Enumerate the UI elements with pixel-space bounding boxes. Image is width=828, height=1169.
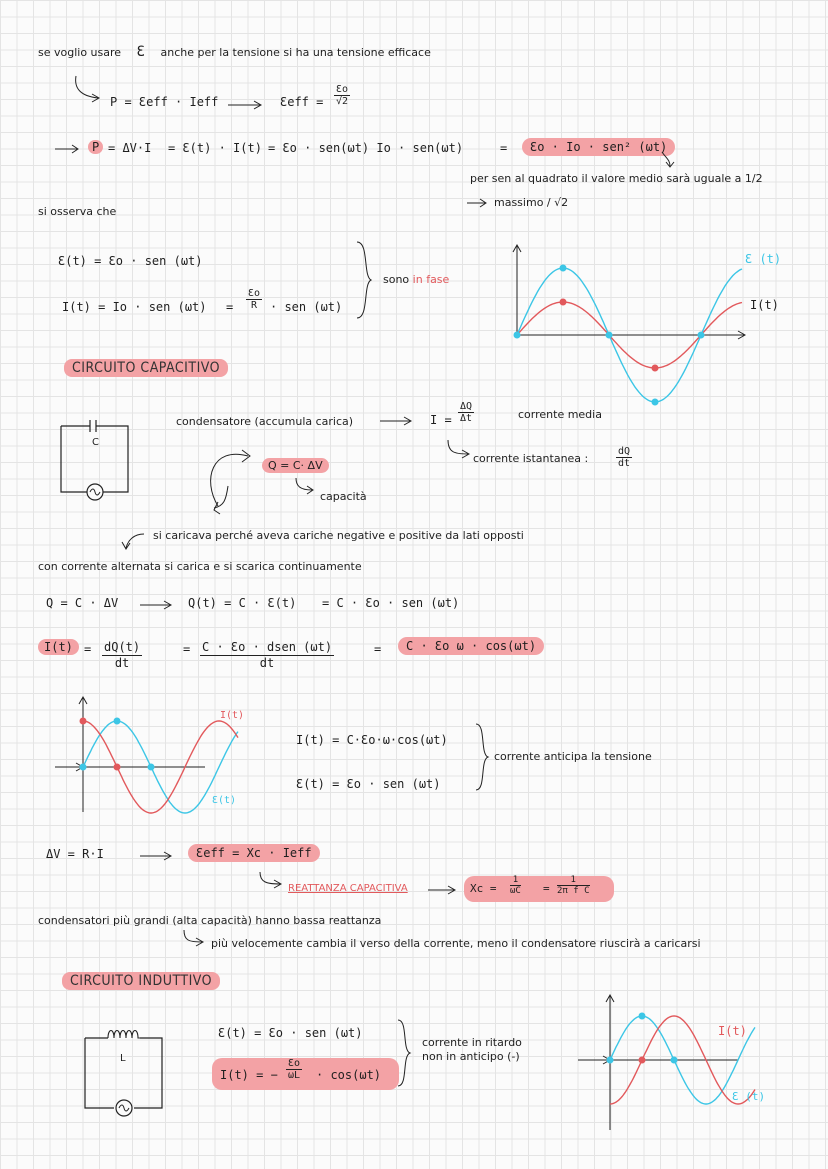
ind-i-tail: · cos(ωt): [316, 1068, 382, 1082]
graph2-i-label: I(t): [220, 710, 245, 721]
corrente-media: corrente media: [518, 408, 602, 421]
corrente-istantanea: corrente istantanea :: [473, 452, 589, 465]
ritardo-note-2: non in anticipo (-): [422, 1050, 520, 1063]
ist-fraction: $\frac{dQ}{dt}$: [618, 446, 631, 469]
e-t-formula: Ɛ(t) = Ɛo · sen (ωt): [58, 254, 203, 268]
intro-text: se voglio usare Ɛ anche per la tensione si ha una tensione efficace: [38, 44, 431, 60]
arrow-icon: [140, 851, 174, 861]
y-axis: [513, 245, 521, 335]
zero-point: [606, 332, 613, 339]
xc-equals: =: [543, 882, 550, 895]
sys-e: Ɛ(t) = Ɛo · sen (ωt): [296, 777, 441, 791]
arrow-icon: [228, 100, 264, 110]
inductor-circuit-icon: [82, 1020, 167, 1115]
xc-lhs: Xc =: [470, 882, 497, 895]
sys-i: I(t) = C·Ɛo·ω·cos(ωt): [296, 733, 448, 747]
i-min-point: [652, 365, 659, 372]
power-result: Ɛo · Io · sen² (ωt): [522, 138, 675, 156]
power-symbol: P: [88, 140, 103, 154]
e-eff-lhs: Ɛeff =: [280, 95, 324, 109]
brace-icon: [396, 1018, 414, 1088]
power-line-c: = Ɛo · sen(ωt) Io · sen(ωt): [268, 141, 464, 155]
big-caps-note: condensatori più grandi (alta capacità) hanno bassa reattanza: [38, 914, 382, 927]
ritardo-note-1: corrente in ritardo: [422, 1036, 522, 1049]
e-max-point: [114, 718, 121, 725]
arrow-icon: [467, 198, 489, 208]
ac-note: con corrente alternata si carica e si scarica continuamente: [38, 560, 362, 573]
legend-i: I(t): [750, 298, 779, 312]
arrow-icon: [428, 885, 458, 895]
condensatore-text: condensatore (accumula carica): [176, 415, 354, 428]
observe-text: si osserva che: [38, 205, 117, 218]
it-equals-2: =: [183, 642, 191, 656]
i-t-fraction: $\frac{Ɛo}{R}$: [248, 288, 261, 311]
hook-arrow-icon: [258, 872, 284, 890]
zero-point: [607, 1057, 614, 1064]
q-line-b: Q(t) = C · Ɛ(t): [188, 596, 297, 610]
reattanza-label: REATTANZA CAPACITIVA: [288, 883, 408, 894]
arrow-icon: [55, 144, 81, 154]
dv-formula: ΔV = R·I: [46, 847, 104, 861]
q-line-a: Q = C · ΔV: [46, 596, 119, 610]
brace-icon: [355, 240, 375, 320]
x-axis: [517, 331, 745, 339]
arrow-icon: [120, 530, 146, 552]
i-mean-lhs: I =: [430, 413, 452, 427]
it-equals-3: =: [374, 642, 382, 656]
resistive-graph: [490, 240, 770, 410]
zero-point: [514, 332, 521, 339]
down-arrow-icon: [660, 150, 680, 170]
curved-arrows-icon: [200, 440, 264, 520]
curved-arrow-icon: [72, 74, 102, 104]
capacitive-title: CIRCUITO CAPACITIVO: [64, 359, 228, 377]
xc-fraction: $\frac{1}{\omega C}$: [510, 875, 521, 896]
mean-note: per sen al quadrato il valore medio sarà uguale a 1/2: [470, 172, 763, 185]
power-eff-formula: P = Ɛeff · Ieff: [110, 95, 219, 109]
i-t-tail: · sen (ωt): [270, 300, 343, 314]
e-max-point: [639, 1013, 646, 1020]
y-axis: [79, 697, 87, 812]
hook-arrow-icon: [294, 478, 316, 494]
graph2-e-label: Ɛ(t): [212, 795, 237, 806]
i-mean-fraction: $\frac{\Delta Q}{\Delta t}$: [460, 401, 473, 424]
eff-xc-formula: Ɛeff = Xc · Ieff: [188, 844, 320, 862]
ind-i-lhs: I(t) = −: [220, 1068, 278, 1082]
e-max-point: [560, 265, 567, 272]
inductive-title: CIRCUITO INDUTTIVO: [62, 972, 220, 990]
inductor-label: L: [120, 1053, 126, 1064]
i-zero-point: [114, 764, 121, 771]
it-result: C · Ɛo ω · cos(ωt): [398, 637, 544, 655]
xc-fraction-2: $\frac{1}{\text{2π f C}}$: [557, 875, 590, 896]
max-note: massimo / √2: [494, 196, 569, 209]
capacitor-circuit-icon: [58, 418, 133, 503]
power-line-a: = ΔV·I: [108, 141, 152, 155]
charge-note: si caricava perché aveva cariche negative e positive da lati opposti: [153, 529, 524, 542]
zero-point: [671, 1057, 678, 1064]
i-max-point: [560, 299, 567, 306]
arrow-icon: [140, 600, 174, 610]
ind-e-formula: Ɛ(t) = Ɛo · sen (ωt): [218, 1026, 363, 1040]
zero-point: [148, 764, 155, 771]
capacitor-label: C: [92, 437, 99, 448]
zero-point: [80, 764, 87, 771]
hook-arrow-icon: [446, 440, 472, 460]
arrow-icon: [380, 416, 414, 426]
faster-note: più velocemente cambia il verso della corrente, meno il condensatore riuscirà a caricarsi: [211, 937, 701, 950]
power-line-d: =: [500, 141, 508, 155]
e-min-point: [652, 399, 659, 406]
it-equals: =: [84, 642, 92, 656]
q-line-c: = C · Ɛo · sen (ωt): [322, 596, 460, 610]
anticipa-note: corrente anticipa la tensione: [494, 750, 652, 763]
it-fraction: $\frac{dQ(t)}{dt}$: [104, 640, 141, 670]
legend-e: Ɛ (t): [745, 252, 782, 266]
brace-icon: [474, 722, 492, 792]
q-formula: Q = C· ΔV: [262, 458, 329, 473]
power-line-b: = Ɛ(t) · I(t): [168, 141, 262, 155]
graph3-i-label: I(t): [718, 1024, 747, 1038]
i-t-formula: I(t) = Io · sen (ωt): [62, 300, 207, 314]
inductive-graph: [578, 990, 758, 1135]
i-zero-point: [639, 1057, 646, 1064]
e-eff-fraction: $\frac{Ɛo}{√2}$: [336, 84, 349, 107]
graph3-e-label: Ɛ (t): [732, 1090, 766, 1103]
zero-point: [698, 332, 705, 339]
capacita-label: capacità: [320, 490, 367, 503]
it-label: I(t): [38, 639, 79, 655]
it-fraction-2: C · Ɛo · dsen (ωt) dt: [202, 640, 333, 670]
i-t-equals: =: [226, 300, 234, 314]
phase-note: sono in fase: [383, 273, 450, 286]
capacitive-graph: [55, 695, 230, 815]
ind-i-fraction: $\frac{Ɛo}{\omega L}$: [288, 1058, 301, 1081]
i-max-point: [80, 718, 87, 725]
hook-arrow-icon: [182, 930, 206, 948]
